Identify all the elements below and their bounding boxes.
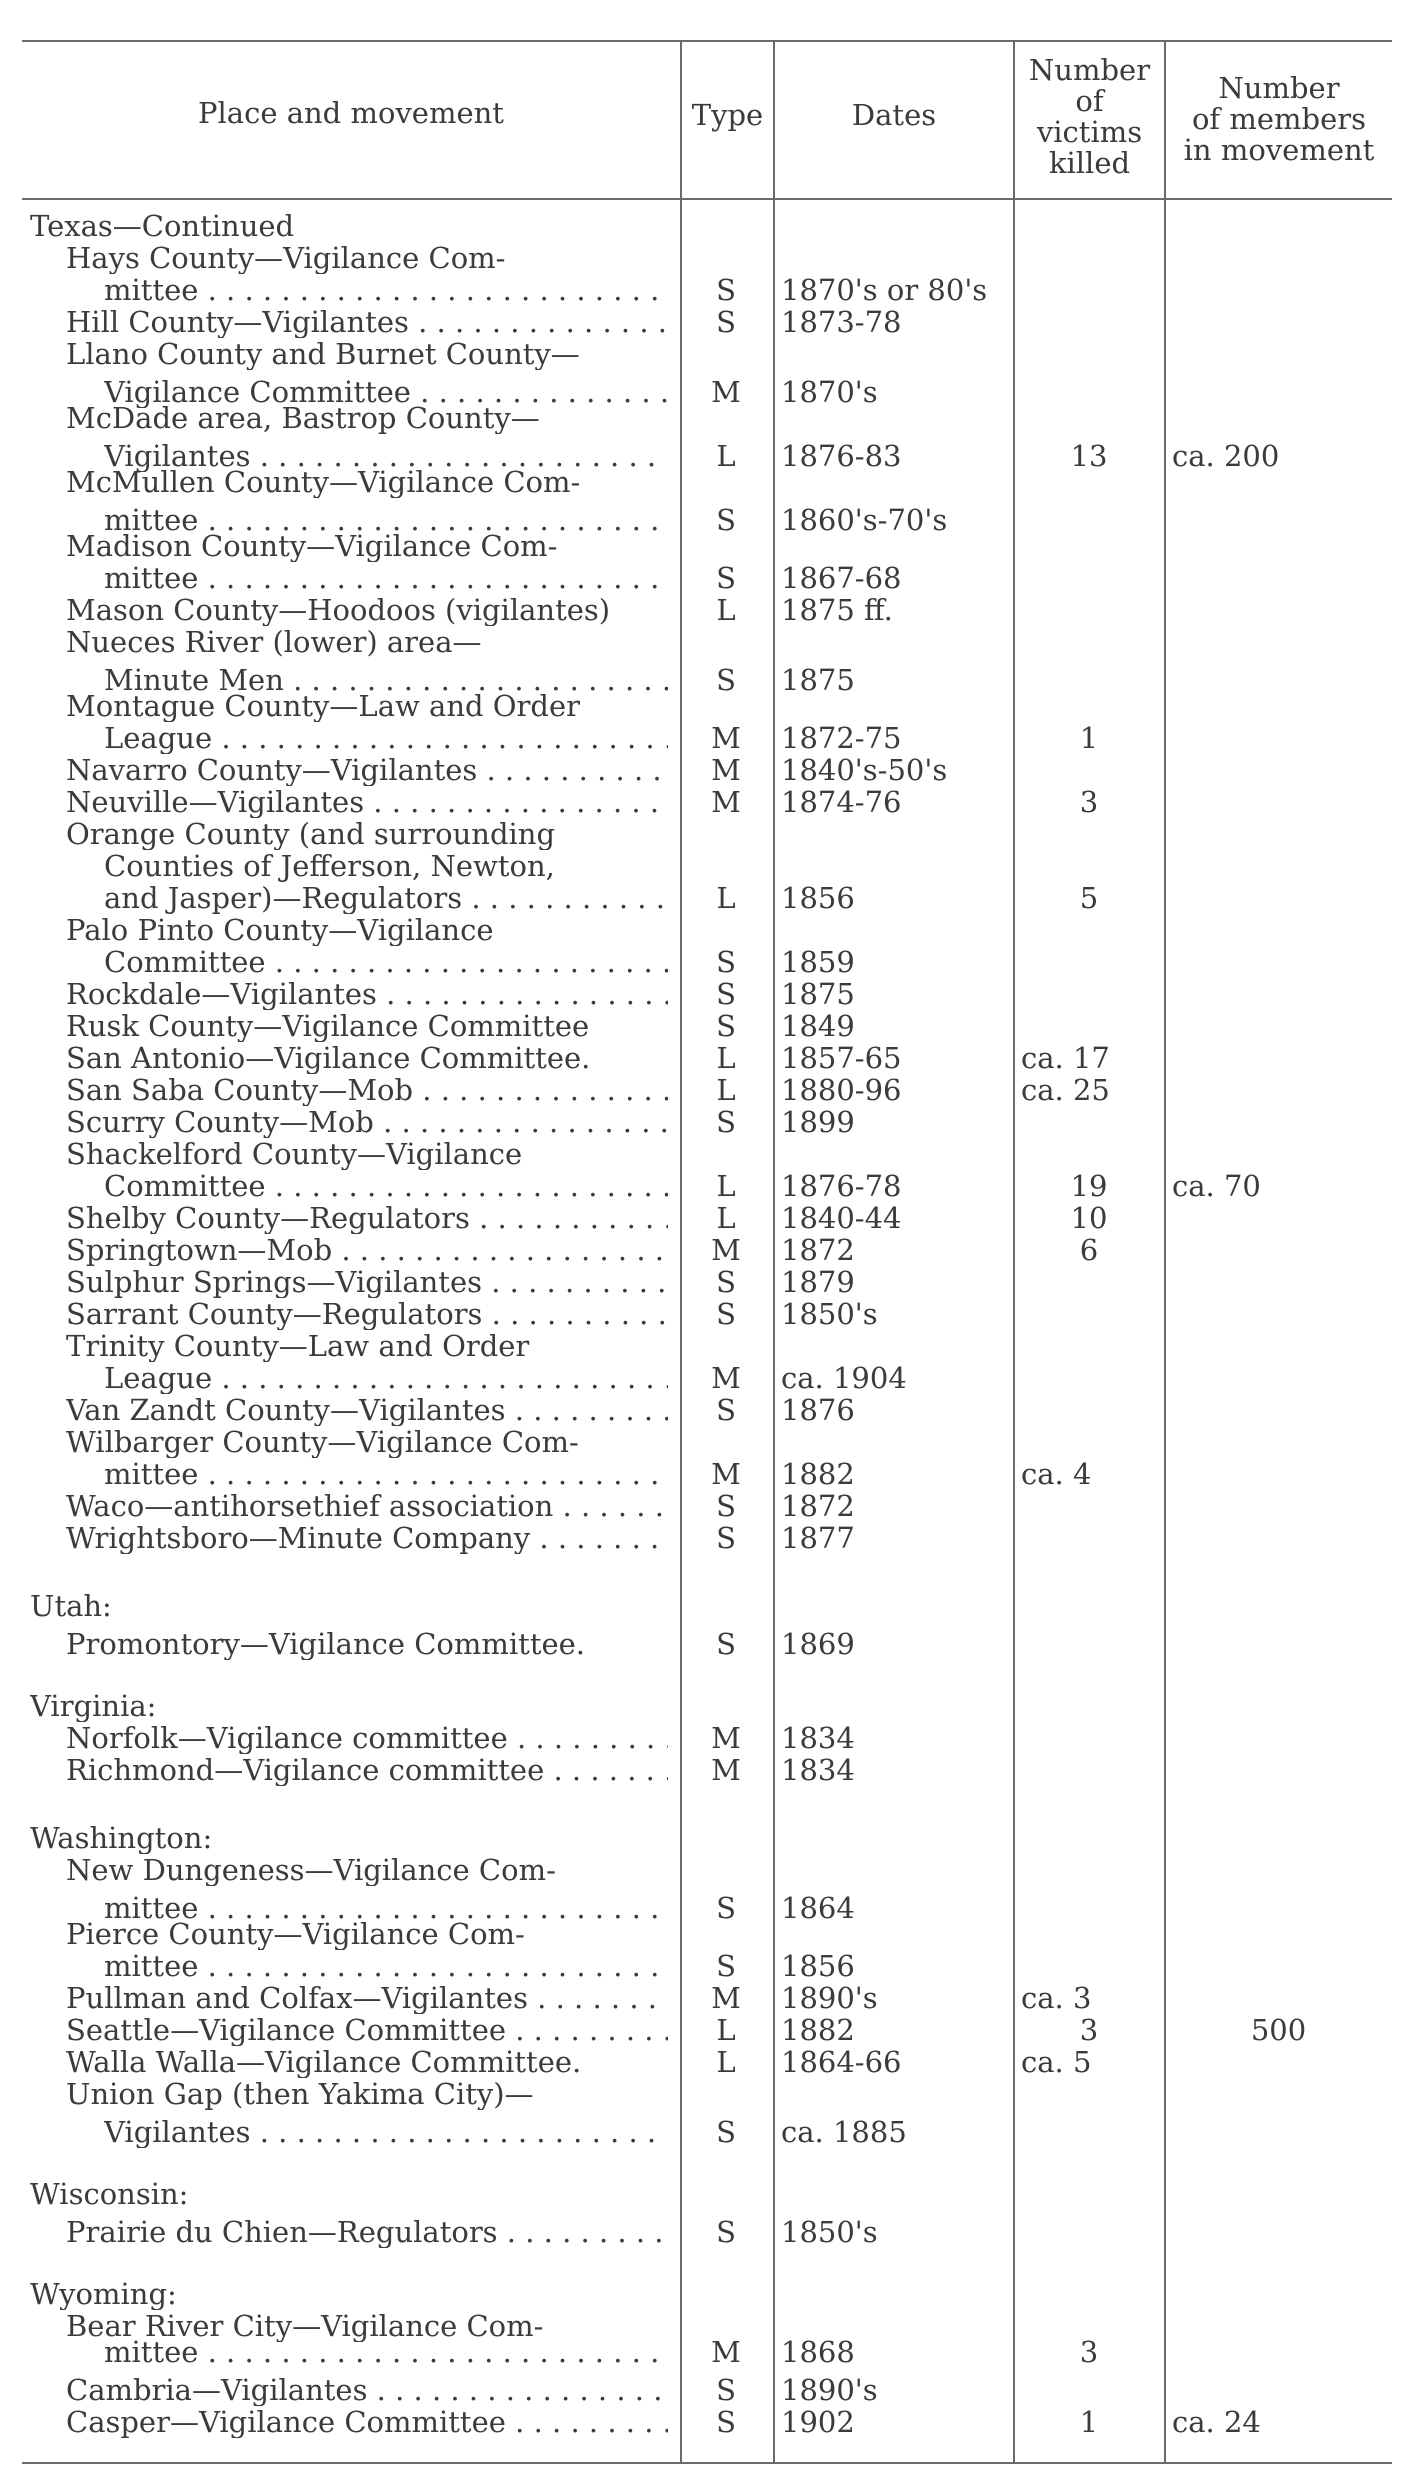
type-cell: S [716, 1265, 736, 1299]
type-cell: S [716, 561, 736, 595]
bottom-rule [22, 2462, 1392, 2464]
place-cell: Neuville—Vigilantes . . . [66, 786, 668, 818]
column-divider [680, 40, 682, 2462]
type-cell: S [716, 1105, 736, 1139]
type-cell: M [711, 2335, 741, 2369]
type-cell: L [716, 2045, 736, 2079]
header-rule [22, 198, 1392, 200]
place-cell: Committee . . . [104, 1170, 668, 1202]
place-cell: Trinity County—Law and Order [66, 1330, 530, 1362]
members-cell: 500 [1250, 2013, 1307, 2047]
type-cell: M [711, 1753, 741, 1787]
members-cell: ca. 24 [1172, 2405, 1261, 2439]
place-cell: McDade area, Bastrop County— [66, 402, 540, 434]
type-cell: L [716, 1073, 736, 1107]
place-cell: Rusk County—Vigilance Committee [66, 1010, 590, 1042]
place-cell: and Jasper)—Regulators . . . [104, 882, 668, 914]
dates-cell: 1876-78 [781, 1169, 902, 1203]
header-victims-line: of [1075, 84, 1104, 118]
dates-cell: 1876 [781, 1393, 855, 1427]
dates-cell: 1864 [781, 1891, 855, 1925]
place-cell: mittee . . . [104, 1892, 668, 1924]
header-type: Type [691, 98, 764, 132]
place-cell: Seattle—Vigilance Committee . . . [66, 2014, 668, 2046]
dates-cell: 1882 [781, 1457, 855, 1491]
place-cell: Union Gap (then Yakima City)— [66, 2078, 534, 2110]
dates-cell: 1873-78 [781, 305, 902, 339]
place-cell: mittee . . . [104, 274, 668, 306]
victims-cell: 1 [1079, 2405, 1099, 2439]
type-cell: M [711, 1361, 741, 1395]
place-cell: Hays County—Vigilance Com- [66, 242, 506, 274]
dates-cell: 1877 [781, 1521, 855, 1555]
type-cell: L [716, 1041, 736, 1075]
header-place: Place and movement [198, 96, 504, 130]
place-cell: Shelby County—Regulators . . . [66, 1202, 668, 1234]
place-cell: Minute Men . . . [104, 664, 668, 696]
type-cell: L [716, 439, 736, 473]
place-cell: Navarro County—Vigilantes . . . [66, 754, 668, 786]
dates-cell: 1899 [781, 1105, 855, 1139]
victims-cell: 13 [1070, 439, 1108, 473]
place-cell: Wisconsin: [30, 2178, 189, 2210]
place-cell: Virginia: [30, 1690, 157, 1722]
dates-cell: 1872 [781, 1489, 855, 1523]
dates-cell: 1876-83 [781, 439, 902, 473]
members-cell: ca. 200 [1172, 439, 1280, 473]
header-members [1166, 73, 1392, 166]
victims-cell: 3 [1079, 2013, 1099, 2047]
type-cell: S [716, 945, 736, 979]
place-cell: League . . . [104, 722, 668, 754]
dates-cell: 1879 [781, 1265, 855, 1299]
place-cell: Cambria—Vigilantes . . . [66, 2374, 668, 2406]
place-cell: Sulphur Springs—Vigilantes . . . [66, 1266, 668, 1298]
type-cell: S [716, 977, 736, 1011]
victims-cell: ca. 17 [1021, 1041, 1110, 1075]
type-cell: M [711, 721, 741, 755]
column-divider [773, 40, 775, 2462]
dates-cell: 1859 [781, 945, 855, 979]
victims-cell: 19 [1070, 1169, 1108, 1203]
place-cell: Sarrant County—Regulators . . . [66, 1298, 668, 1330]
place-cell: Washington: [30, 1822, 213, 1854]
place-cell: McMullen County—Vigilance Com- [66, 466, 581, 498]
place-cell: Rockdale—Vigilantes . . . [66, 978, 668, 1010]
column-divider [1164, 40, 1166, 2462]
dates-cell: 1870's or 80's [781, 273, 988, 307]
place-cell: Walla Walla—Vigilance Committee. [66, 2046, 582, 2078]
victims-cell: 1 [1079, 721, 1099, 755]
victims-cell: 6 [1079, 1233, 1099, 1267]
place-cell: mittee . . . [104, 2336, 668, 2368]
dates-cell: 1840-44 [781, 1201, 902, 1235]
type-cell: M [711, 753, 741, 787]
type-cell: S [716, 2115, 736, 2149]
type-cell: M [711, 1981, 741, 2015]
place-cell: League . . . [104, 1362, 668, 1394]
dates-cell: 1875 [781, 663, 855, 697]
top-rule [22, 40, 1392, 42]
type-cell: S [716, 1489, 736, 1523]
dates-cell: 1874-76 [781, 785, 902, 819]
dates-cell: 1870's [781, 375, 878, 409]
dates-cell: ca. 1885 [781, 2115, 907, 2149]
place-cell: Vigilantes . . . [104, 2116, 668, 2148]
type-cell: S [716, 2405, 736, 2439]
type-cell: M [711, 375, 741, 409]
place-cell: Hill County—Vigilantes . . . [66, 306, 668, 338]
header-members-line: Number [1218, 71, 1340, 105]
dates-cell: 1875 [781, 977, 855, 1011]
victims-cell: ca. 5 [1021, 2045, 1092, 2079]
place-cell: Scurry County—Mob . . . [66, 1106, 668, 1138]
place-cell: Vigilance Committee . . . [104, 376, 668, 408]
place-cell: Montague County—Law and Order [66, 690, 580, 722]
type-cell: M [711, 785, 741, 819]
type-cell: S [716, 2215, 736, 2249]
victims-cell: ca. 4 [1021, 1457, 1092, 1491]
dates-cell: 1850's [781, 1297, 878, 1331]
place-cell: Promontory—Vigilance Committee. [66, 1628, 586, 1660]
dates-cell: 1872 [781, 1233, 855, 1267]
place-cell: Mason County—Hoodoos (vigilantes) [66, 594, 611, 626]
type-cell: S [716, 2373, 736, 2407]
victims-cell: 3 [1079, 2335, 1099, 2369]
type-cell: M [711, 1457, 741, 1491]
type-cell: L [716, 881, 736, 915]
type-cell: S [716, 663, 736, 697]
place-cell: mittee . . . [104, 504, 668, 536]
type-cell: L [716, 593, 736, 627]
place-cell: Pierce County—Vigilance Com- [66, 1918, 525, 1950]
place-cell: Vigilantes . . . [104, 440, 668, 472]
dates-cell: 1869 [781, 1627, 855, 1661]
dates-cell: 1864-66 [781, 2045, 902, 2079]
place-cell: mittee . . . [104, 1950, 668, 1982]
dates-cell: 1875 ff. [781, 593, 893, 627]
dates-cell: 1834 [781, 1721, 855, 1755]
place-cell: Richmond—Vigilance committee . . . [66, 1754, 668, 1786]
place-cell: Waco—antihorsethief association . . . [66, 1490, 668, 1522]
victims-cell: 5 [1079, 881, 1099, 915]
place-cell: Wilbarger County—Vigilance Com- [66, 1426, 579, 1458]
type-cell: M [711, 1233, 741, 1267]
dates-cell: 1880-96 [781, 1073, 902, 1107]
dates-cell: 1890's [781, 2373, 878, 2407]
place-cell: Norfolk—Vigilance committee . . . [66, 1722, 668, 1754]
dates-cell: ca. 1904 [781, 1361, 907, 1395]
place-cell: Palo Pinto County—Vigilance [66, 914, 494, 946]
type-cell: S [716, 503, 736, 537]
dates-cell: 1890's [781, 1981, 878, 2015]
dates-cell: 1867-68 [781, 561, 902, 595]
place-cell: Orange County (and surrounding [66, 818, 556, 850]
members-cell: ca. 70 [1172, 1169, 1261, 1203]
type-cell: L [716, 1201, 736, 1235]
type-cell: L [716, 2013, 736, 2047]
type-cell: S [716, 305, 736, 339]
type-cell: S [716, 1627, 736, 1661]
place-cell: mittee . . . [104, 1458, 668, 1490]
type-cell: S [716, 273, 736, 307]
place-cell: Wyoming: [30, 2278, 177, 2310]
place-cell: mittee . . . [104, 562, 668, 594]
place-cell: San Antonio—Vigilance Committee. [66, 1042, 591, 1074]
header-victims-line: Number [1028, 53, 1151, 87]
dates-cell: 1849 [781, 1009, 855, 1043]
place-cell: Committee . . . [104, 946, 668, 978]
dates-cell: 1840's-50's [781, 753, 948, 787]
victims-cell: ca. 25 [1021, 1073, 1110, 1107]
victims-cell: 3 [1079, 785, 1099, 819]
place-cell: Pullman and Colfax—Vigilantes . . . [66, 1982, 668, 2014]
dates-cell: 1850's [781, 2215, 878, 2249]
dates-cell: 1868 [781, 2335, 855, 2369]
dates-cell: 1882 [781, 2013, 855, 2047]
type-cell: S [716, 1393, 736, 1427]
place-cell: New Dungeness—Vigilance Com- [66, 1854, 556, 1886]
place-cell: Madison County—Vigilance Com- [66, 530, 558, 562]
header-dates: Dates [851, 98, 937, 132]
dates-cell: 1860's-70's [781, 503, 948, 537]
place-cell: San Saba County—Mob . . . [66, 1074, 668, 1106]
type-cell: S [716, 1009, 736, 1043]
dates-cell: 1856 [781, 881, 855, 915]
victims-cell: ca. 3 [1021, 1981, 1092, 2015]
place-cell: Van Zandt County—Vigilantes . . . [66, 1394, 668, 1426]
place-cell: Utah: [30, 1590, 112, 1622]
place-cell: Prairie du Chien—Regulators . . . [66, 2216, 668, 2248]
place-cell: Shackelford County—Vigilance [66, 1138, 523, 1170]
dates-cell: 1872-75 [781, 721, 902, 755]
header-members-line: in movement [1183, 133, 1375, 167]
type-cell: L [716, 1169, 736, 1203]
dates-cell: 1902 [781, 2405, 855, 2439]
place-cell: Texas—Continued [30, 210, 295, 242]
header-victims [1015, 55, 1164, 179]
place-cell: Wrightsboro—Minute Company . . . [66, 1522, 668, 1554]
dates-cell: 1834 [781, 1753, 855, 1787]
header-victims-line: killed [1048, 146, 1131, 180]
type-cell: S [716, 1521, 736, 1555]
place-cell: Springtown—Mob . . . [66, 1234, 668, 1266]
place-cell: Llano County and Burnet County— [66, 338, 580, 370]
dates-cell: 1856 [781, 1949, 855, 1983]
dates-cell: 1857-65 [781, 1041, 902, 1075]
place-cell: Counties of Jefferson, Newton, [104, 850, 555, 882]
type-cell: M [711, 1721, 741, 1755]
victims-cell: 10 [1070, 1201, 1108, 1235]
header-victims-line: victims [1036, 115, 1143, 149]
place-cell: Casper—Vigilance Committee . . . [66, 2406, 668, 2438]
place-cell: Nueces River (lower) area— [66, 626, 482, 658]
type-cell: S [716, 1297, 736, 1331]
type-cell: S [716, 1949, 736, 1983]
type-cell: S [716, 1891, 736, 1925]
header-members-line: of members [1191, 102, 1367, 136]
place-cell: Bear River City—Vigilance Com- [66, 2310, 544, 2342]
